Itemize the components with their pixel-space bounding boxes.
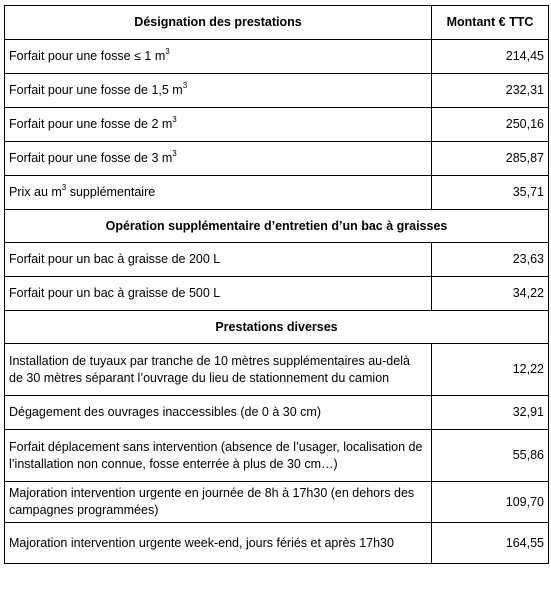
table-row	[5, 430, 549, 482]
row-label: Majoration intervention urgente en journée de 8h à 17h30 (en dehors des campagnes programmées)	[5, 482, 432, 523]
row-label: Forfait pour un bac à graisse de 200 L	[5, 243, 432, 277]
table-row	[5, 108, 549, 142]
table-row	[5, 482, 549, 523]
row-amount: 32,91	[432, 396, 549, 430]
table-row	[5, 40, 549, 74]
header-amount: Montant € TTC	[432, 6, 549, 40]
table-row	[5, 344, 549, 396]
table-row	[5, 74, 549, 108]
price-table	[4, 5, 549, 564]
row-label: Forfait pour une fosse de 2 $m^3$	[5, 108, 432, 142]
section-title: Opération supplémentaire d’entretien d’un bac à graisses	[5, 210, 549, 243]
row-label: Dégagement des ouvrages inaccessibles (de 0 à 30 cm)	[5, 396, 432, 430]
table-row	[5, 243, 549, 277]
row-amount: 35,71	[432, 176, 549, 210]
row-amount: 232,31	[432, 74, 549, 108]
row-amount: 214,45	[432, 40, 549, 74]
section-title: Prestations diverses	[5, 311, 549, 344]
row-amount: 34,22	[432, 277, 549, 311]
row-amount: 164,55	[432, 523, 549, 564]
row-label: Forfait pour une fosse de 3 $m^3$	[5, 142, 432, 176]
row-label: Forfait pour un bac à graisse de 500 L	[5, 277, 432, 311]
row-label: Majoration intervention urgente week-end, jours fériés et après 17h30	[5, 523, 432, 564]
table-row	[5, 277, 549, 311]
row-amount: 285,87	[432, 142, 549, 176]
row-amount: 12,22	[432, 344, 549, 396]
row-amount: 55,86	[432, 430, 549, 482]
table-row	[5, 523, 549, 564]
row-amount: 250,16	[432, 108, 549, 142]
row-label: Forfait déplacement sans intervention (absence de l’usager, localisation de l’installation non connue, fosse enterrée à plus de 30 cm…)	[5, 430, 432, 482]
header-designation: Désignation des prestations	[5, 6, 432, 40]
row-label: Forfait pour une fosse ≤ 1 $m^3$	[5, 40, 432, 74]
row-label: Prix au $m^3$ supplémentaire	[5, 176, 432, 210]
row-label: Installation de tuyaux par tranche de 10 mètres supplémentaires au-delà de 30 mètres séparant l’ouvrage du lieu de stationnement du camion	[5, 344, 432, 396]
row-amount: 109,70	[432, 482, 549, 523]
section-header-row	[5, 210, 549, 243]
header-row	[5, 6, 549, 40]
table-row	[5, 176, 549, 210]
section-header-row	[5, 311, 549, 344]
row-label: Forfait pour une fosse de 1,5 $m^3$	[5, 74, 432, 108]
table-row	[5, 396, 549, 430]
row-amount: 23,63	[432, 243, 549, 277]
table-row	[5, 142, 549, 176]
